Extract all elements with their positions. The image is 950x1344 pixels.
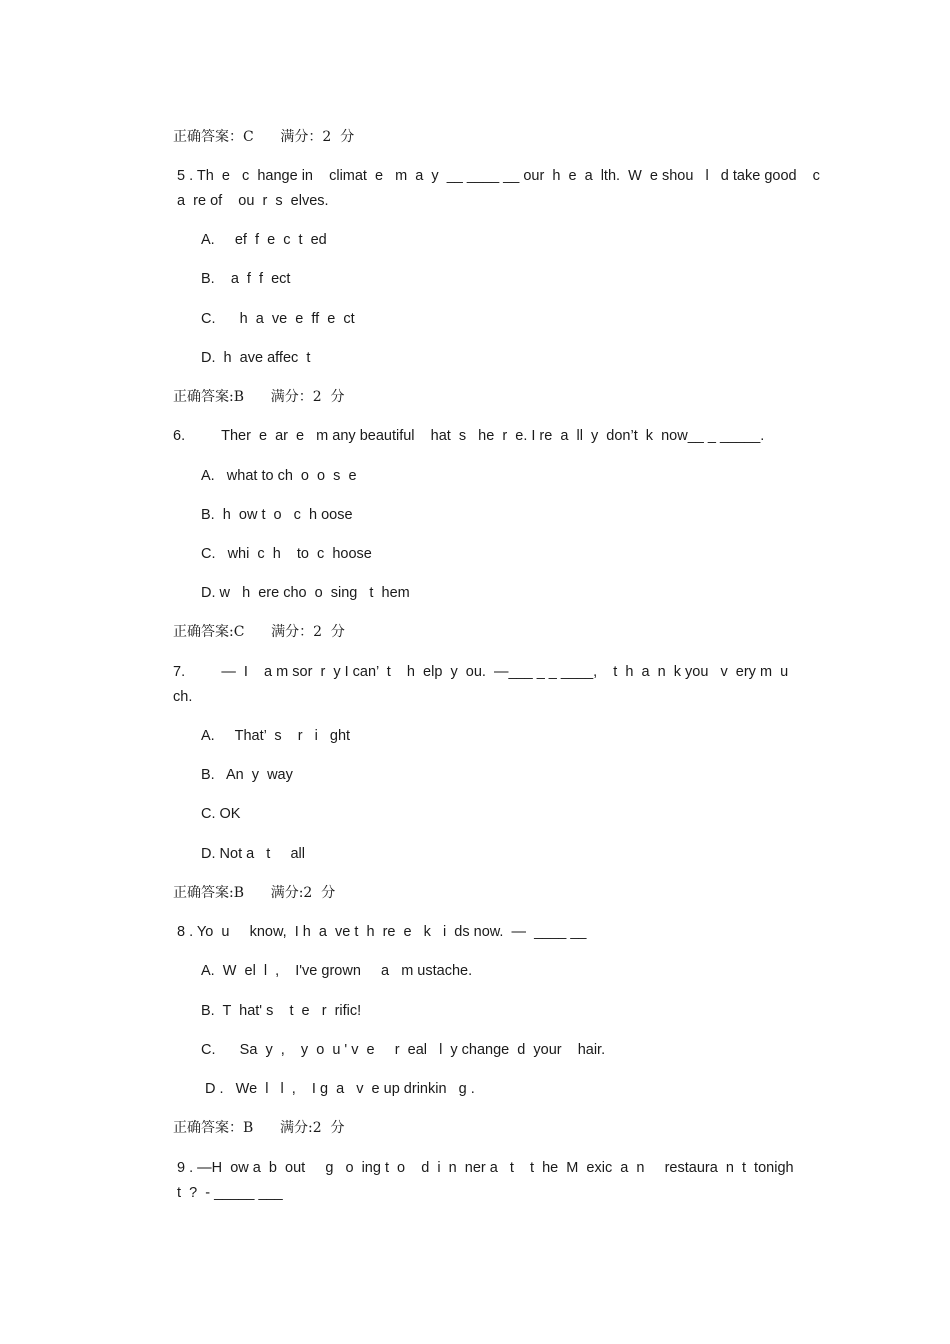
question-7-option-d: D. Not a t all <box>201 846 305 862</box>
answer-line-q7: 正确答案:B 满分:2 分 <box>173 885 336 901</box>
question-8-option-d: D . We l l , I g a v e up drinkin g . <box>201 1081 475 1097</box>
question-6-option-c: C. whi c h to c hoose <box>201 546 372 562</box>
question-8-line-1: 8 . Yo u know, I h a ve t h re e k i ds now. — ____ __ <box>173 924 587 940</box>
question-5-option-a: A. ef f e c t ed <box>201 232 327 248</box>
question-7-option-c: C. OK <box>201 806 241 822</box>
answer-line-q4: 正确答案：C 满分：2 分 <box>173 129 355 145</box>
question-6-option-a: A. what to ch o o s e <box>201 468 357 484</box>
question-7-line-1: 7. — I a m sor r y I can’ t h elp y ou. —___ _ _ ____, t h a n k you v ery m u <box>173 664 789 680</box>
question-5-option-b: B. a f f ect <box>201 271 291 287</box>
answer-line-q6: 正确答案:C 满分：2 分 <box>173 624 345 640</box>
question-5-option-c: C. h a ve e ff e ct <box>201 311 355 327</box>
question-5-line-1: 5 . Th e c hange in climat e m a y __ ____ __ our h e a lth. W e shou l d take good c <box>173 168 820 184</box>
question-8-option-b: B. T hat' s t e r rific! <box>201 1003 362 1019</box>
question-8-option-c: C. Sa y , y o u ' v e r eal l y change d your hair. <box>201 1042 606 1058</box>
answer-line-q8: 正确答案：B 满分:2 分 <box>173 1120 345 1136</box>
question-9-line-1: 9 . —H ow a b out g o ing t o d i n ner a t t he M exic a n restaura n t tonigh <box>173 1160 794 1176</box>
question-5-line-2: a re of ou r s elves. <box>173 193 329 209</box>
question-6-option-d: D. w h ere cho o sing t hem <box>201 585 410 601</box>
question-8-option-a: A. W el l , I've grown a m ustache. <box>201 963 473 979</box>
question-6-line-1: 6. Ther e ar e m any beautiful hat s he r e. I re a ll y don’t k now__ _ _____. <box>173 428 765 444</box>
question-7-line-2: ch. <box>173 689 193 705</box>
question-7-option-b: B. An y way <box>201 767 293 783</box>
question-7-option-a: A. That’ s r i ght <box>201 728 351 744</box>
question-6-option-b: B. h ow t o c h oose <box>201 507 353 523</box>
answer-line-q5: 正确答案:B 满分：2 分 <box>173 389 345 405</box>
question-9-line-2: t ? - _____ ___ <box>173 1185 283 1201</box>
question-5-option-d: D. h ave affec t <box>201 350 311 366</box>
